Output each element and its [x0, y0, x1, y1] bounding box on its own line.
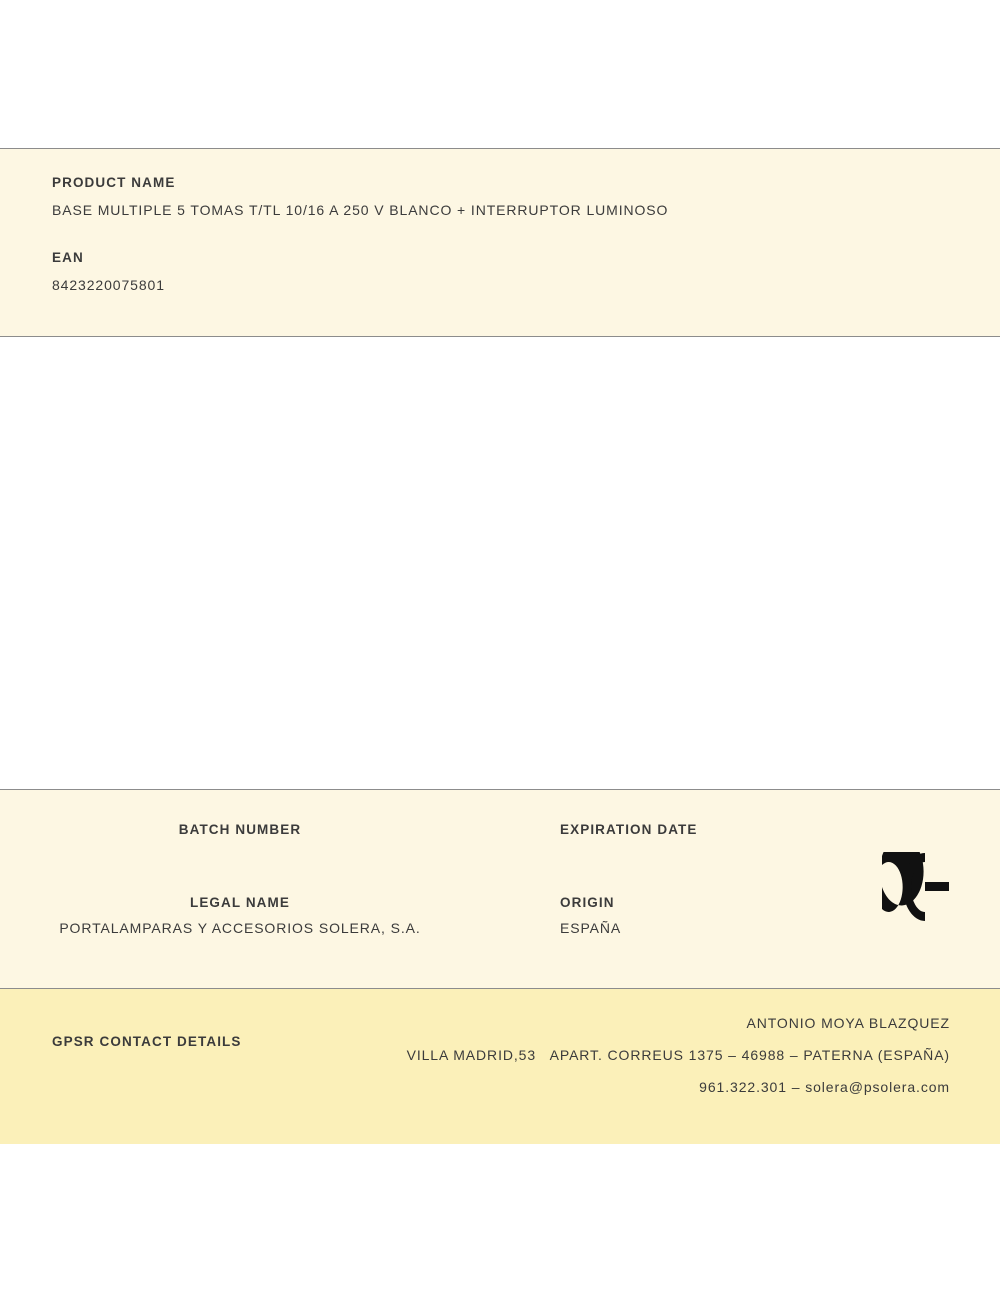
product-name-label: PRODUCT NAME [52, 175, 176, 190]
batch-expiration-row [0, 790, 1000, 847]
batch-column [0, 822, 520, 847]
gpsr-contact-address: VILLA MADRID,53 APART. CORREUS 1375 – 46988 – PATERNA (ESPAÑA) [406, 1047, 950, 1063]
manufacturer-info-block [0, 789, 1000, 989]
product-name-value: BASE MULTIPLE 5 TOMAS T/TL 10/16 A 250 V BLANCO + INTERRUPTOR LUMINOSO [52, 202, 669, 218]
origin-value: ESPAÑA [560, 920, 622, 936]
ean-label: EAN [52, 250, 84, 265]
blank-bottom-area [0, 1144, 1000, 1300]
ce-mark-icon [842, 852, 952, 922]
spacer [52, 218, 948, 250]
gpsr-contact-label: GPSR CONTACT DETAILS [52, 1034, 242, 1049]
legal-name-label: LEGAL NAME [189, 895, 290, 910]
legal-name-column [0, 895, 520, 936]
blank-middle-area [0, 337, 1000, 789]
gpsr-contact-phone-email: 961.322.301 – solera@psolera.com [699, 1079, 950, 1095]
gpsr-contact-lines [407, 1015, 950, 1095]
gpsr-contact-name: ANTONIO MOYA BLAZQUEZ [746, 1015, 950, 1031]
ean-value: 8423220075801 [52, 277, 165, 293]
legal-name-value: PORTALAMPARAS Y ACCESORIOS SOLERA, S.A. [59, 920, 421, 936]
product-info-content [0, 149, 1000, 293]
gpsr-content [0, 989, 1000, 1144]
expiration-column [520, 822, 1000, 847]
expiration-date-label: EXPIRATION DATE [560, 822, 698, 837]
batch-number-label: BATCH NUMBER [178, 822, 302, 837]
gpsr-contact-block [0, 989, 1000, 1144]
origin-label: ORIGIN [560, 895, 615, 910]
product-info-block [0, 148, 1000, 337]
